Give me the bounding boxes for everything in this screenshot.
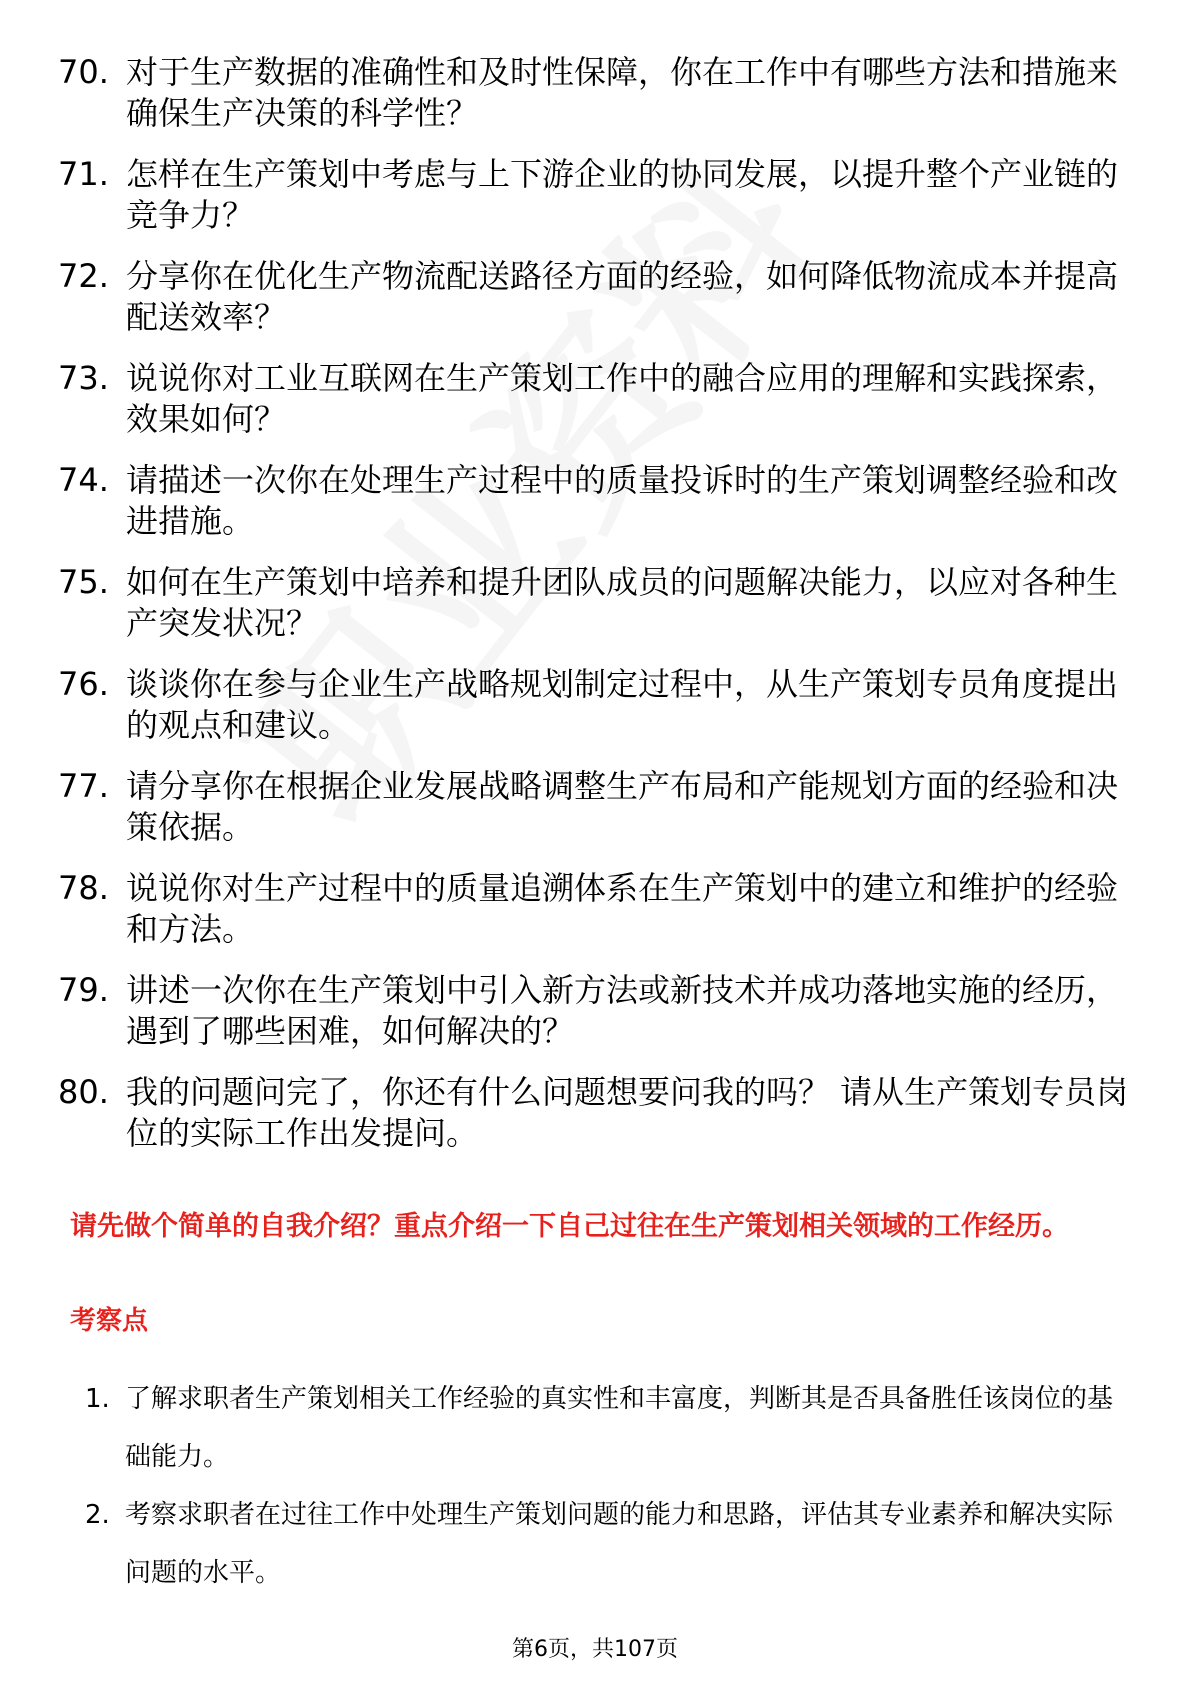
assessment-point bbox=[85, 1370, 1125, 1486]
question-number: 76. bbox=[58, 665, 109, 703]
question-item bbox=[58, 664, 1133, 746]
question-text: 请分享你在根据企业发展战略调整生产布局和产能规划方面的经验和决策依据。 bbox=[126, 767, 1119, 846]
question-item bbox=[58, 562, 1133, 644]
assessment-point bbox=[85, 1486, 1125, 1602]
section-label: 考察点 bbox=[70, 1306, 149, 1336]
question-list bbox=[58, 52, 1133, 1174]
question-text: 说说你对生产过程中的质量追溯体系在生产策划中的建立和维护的经验和方法。 bbox=[126, 869, 1119, 948]
question-number: 71. bbox=[58, 155, 109, 193]
question-text: 我的问题问完了，你还有什么问题想要问我的吗？ 请从生产策划专员岗位的实际工作出发提问。 bbox=[126, 1073, 1129, 1152]
question-number: 72. bbox=[58, 257, 109, 295]
question-number: 80. bbox=[58, 1073, 109, 1111]
page-footer: 第6页，共107页 bbox=[512, 1637, 678, 1662]
question-text: 请描述一次你在处理生产过程中的质量投诉时的生产策划调整经验和改进措施。 bbox=[126, 461, 1119, 540]
question-item bbox=[58, 868, 1133, 950]
question-number: 70. bbox=[58, 53, 109, 91]
assessment-points bbox=[85, 1370, 1125, 1602]
question-item bbox=[58, 358, 1133, 440]
point-text: 了解求职者生产策划相关工作经验的真实性和丰富度，判断其是否具备胜任该岗位的基础能力。 bbox=[125, 1384, 1114, 1472]
question-number: 79. bbox=[58, 971, 109, 1009]
question-item bbox=[58, 970, 1133, 1052]
question-item bbox=[58, 154, 1133, 236]
question-number: 73. bbox=[58, 359, 109, 397]
question-text: 如何在生产策划中培养和提升团队成员的问题解决能力，以应对各种生产突发状况？ bbox=[126, 563, 1119, 642]
question-text: 对于生产数据的准确性和及时性保障，你在工作中有哪些方法和措施来确保生产决策的科学性？ bbox=[126, 53, 1119, 132]
question-item bbox=[58, 256, 1133, 338]
question-text: 说说你对工业互联网在生产策划工作中的融合应用的理解和实践探索，效果如何？ bbox=[126, 359, 1119, 438]
question-item bbox=[58, 460, 1133, 542]
question-number: 75. bbox=[58, 563, 109, 601]
point-number: 2. bbox=[85, 1500, 110, 1530]
question-text: 讲述一次你在生产策划中引入新方法或新技术并成功落地实施的经历，遇到了哪些困难，如何解决的？ bbox=[126, 971, 1119, 1050]
point-text: 考察求职者在过往工作中处理生产策划问题的能力和思路，评估其专业素养和解决实际问题的水平。 bbox=[125, 1500, 1114, 1588]
question-number: 74. bbox=[58, 461, 109, 499]
question-number: 78. bbox=[58, 869, 109, 907]
question-number: 77. bbox=[58, 767, 109, 805]
point-number: 1. bbox=[85, 1384, 110, 1414]
highlighted-question: 请先做个简单的自我介绍？重点介绍一下自己过往在生产策划相关领域的工作经历。 bbox=[70, 1211, 1069, 1242]
question-item bbox=[58, 1072, 1133, 1154]
question-item bbox=[58, 766, 1133, 848]
question-text: 分享你在优化生产物流配送路径方面的经验，如何降低物流成本并提高配送效率？ bbox=[126, 257, 1119, 336]
question-text: 谈谈你在参与企业生产战略规划制定过程中，从生产策划专员角度提出的观点和建议。 bbox=[126, 665, 1119, 744]
question-text: 怎样在生产策划中考虑与上下游企业的协同发展，以提升整个产业链的竞争力？ bbox=[126, 155, 1119, 234]
question-item bbox=[58, 52, 1133, 134]
